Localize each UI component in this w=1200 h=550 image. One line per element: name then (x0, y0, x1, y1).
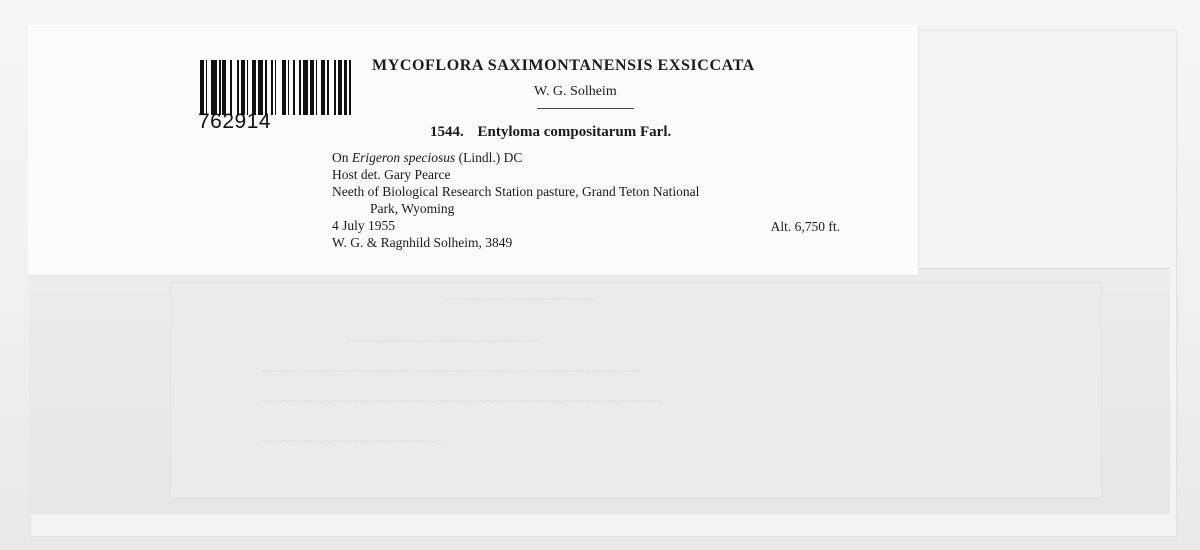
bleed-through-text: ~~~~~~~~~~~~~~~~~~~~~~~~~~~~ (346, 333, 543, 348)
collectors: W. G. & Ragnhild Solheim, 3849 (332, 235, 513, 250)
taxon-name: Entyloma compositarum Farl. (477, 124, 672, 140)
collection-date: 4 July 1955 (332, 218, 396, 233)
bleed-through-text: ~~~~~~~~~~~~~~~~~~~~~~~~~~~~~~~~~~~~~~~~~~~~~~~~~~~~~~~~~ (261, 393, 662, 408)
packet-inner-flap (170, 282, 1102, 499)
bleed-through-text: ~~~~~~~~~~~~~~~~~~~~~~~~~~ (261, 433, 444, 448)
host-prefix: On (332, 150, 349, 165)
bleed-through-text: ~~~~~~~~~~~~~~~~~~~~~~ (441, 291, 596, 306)
divider (537, 108, 634, 109)
locality-line-2: Park, Wyoming (370, 201, 455, 216)
host-line (332, 150, 522, 166)
catalog-number: 762914 (198, 110, 272, 133)
series-author: W. G. Solheim (534, 84, 617, 99)
host-authority: (Lindl.) DC (458, 150, 523, 165)
taxon-line (430, 124, 671, 141)
altitude: Alt. 6,750 ft. (770, 219, 840, 234)
barcode-bar (351, 60, 355, 115)
locality-line-1: Neeth of Biological Research Station pasture, Grand Teton National (332, 184, 700, 199)
host-name: Erigeron speciosus (351, 150, 456, 165)
exsiccata-number: 1544. (430, 124, 464, 140)
host-determiner: Host det. Gary Pearce (332, 167, 451, 182)
series-title: MYCOFLORA SAXIMONTANENSIS EXSICCATA (372, 57, 755, 74)
bleed-through-text: ~~~~~~~~~~~~~~~~~~~~~~~~~~~~~~~~~~~~~~~~~~~~~~~~~~~~~~ (261, 363, 641, 378)
barcode (200, 60, 355, 115)
